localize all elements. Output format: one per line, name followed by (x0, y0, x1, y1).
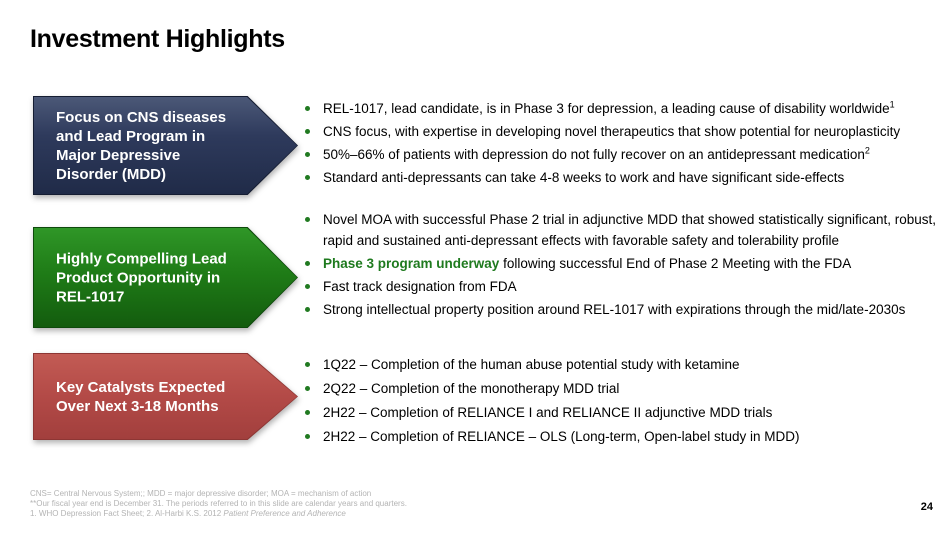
footnotes (30, 489, 407, 519)
footnote-marker: 1 (889, 99, 895, 110)
bullet-icon (305, 362, 310, 367)
bullet-item (303, 354, 937, 375)
bullet-item (303, 98, 937, 119)
bullet-icon (305, 261, 310, 266)
footnote-marker: 2 (864, 145, 870, 156)
section-box-label: Highly Compelling Lead Product Opportunity in REL-1017 (56, 250, 227, 305)
bullet-item (303, 167, 937, 188)
footnote-line: CNS= Central Nervous System;; MDD = major depressive disorder; MOA = mechanism of action (30, 489, 372, 498)
bullet-item (303, 121, 937, 142)
bullet-text: Standard anti-depressants can take 4-8 weeks to work and have significant side-effects (323, 170, 845, 185)
bullet-text: Strong intellectual property position around REL-1017 with expirations through the mid/late-2030s (323, 302, 906, 317)
bullet-list-lead-product (303, 209, 937, 322)
page-number: 24 (920, 501, 933, 513)
bullet-item (303, 426, 937, 447)
footnote-citation-italic: Patient Preference and Adherence (223, 509, 346, 518)
bullet-item (303, 402, 937, 423)
bullet-text: 50%–66% of patients with depression do not fully recover on an antidepressant medication$^2$ (323, 145, 870, 162)
bullet-text: CNS focus, with expertise in developing novel therapeutics that show potential for neuroplasticity (323, 124, 901, 139)
bullet-item (303, 276, 937, 297)
bullet-text: 1Q22 – Completion of the human abuse potential study with ketamine (323, 357, 740, 372)
bullet-text: 2Q22 – Completion of the monotherapy MDD trial (323, 381, 620, 396)
bullet-text: 2H22 – Completion of RELIANCE – OLS (Long-term, Open-label study in MDD) (323, 429, 800, 444)
section-box-label: Focus on CNS diseases and Lead Program in Major Depressive Disorder (MDD) (56, 108, 227, 183)
bullet-icon (305, 129, 310, 134)
bullet-text: 2H22 – Completion of RELIANCE I and RELIANCE II adjunctive MDD trials (323, 405, 773, 420)
bullet-text: Fast track designation from FDA (323, 279, 517, 294)
section-box-label: Key Catalysts Expected Over Next 3-18 Months (56, 378, 226, 415)
bullet-icon (305, 217, 310, 222)
bullet-icon (305, 410, 310, 415)
bullet-icon (305, 434, 310, 439)
bullet-icon (305, 307, 310, 312)
slide-title: Investment Highlights (30, 25, 285, 53)
bullet-item (303, 209, 937, 251)
bullet-item (303, 299, 937, 320)
bullet-icon (305, 386, 310, 391)
footnote-line: 1. WHO Depression Fact Sheet; 2. Al-Harbi K.S. 2012 Patient Preference and Adherence (30, 509, 346, 518)
footnote-line: **Our fiscal year end is December 31. The periods referred to in this slide are calendar years and quarters. (30, 499, 407, 508)
section-box-key-catalysts (33, 353, 298, 440)
bullet-item (303, 378, 937, 399)
section-box-lead-product (33, 227, 298, 328)
bullet-list-key-catalysts (303, 354, 937, 450)
bullet-text: Phase 3 program underway following successful End of Phase 2 Meeting with the FDA (323, 256, 852, 271)
bullet-text: Novel MOA with successful Phase 2 trial in adjunctive MDD that showed statistically significant, robust, rapid and sustained anti-depressant effects with favorable safety and tolerability profile (323, 212, 937, 248)
bullet-item (303, 253, 937, 274)
section-box-cns-focus (33, 96, 298, 195)
bullet-icon (305, 284, 310, 289)
highlighted-phrase: Phase 3 program underway (323, 256, 500, 271)
bullet-icon (305, 152, 310, 157)
bullet-text: REL-1017, lead candidate, is in Phase 3 for depression, a leading cause of disability worldwide$^1$ (323, 99, 895, 116)
bullet-icon (305, 106, 310, 111)
bullet-list-cns-focus (303, 98, 937, 190)
bullet-icon (305, 175, 310, 180)
bullet-item (303, 144, 937, 165)
